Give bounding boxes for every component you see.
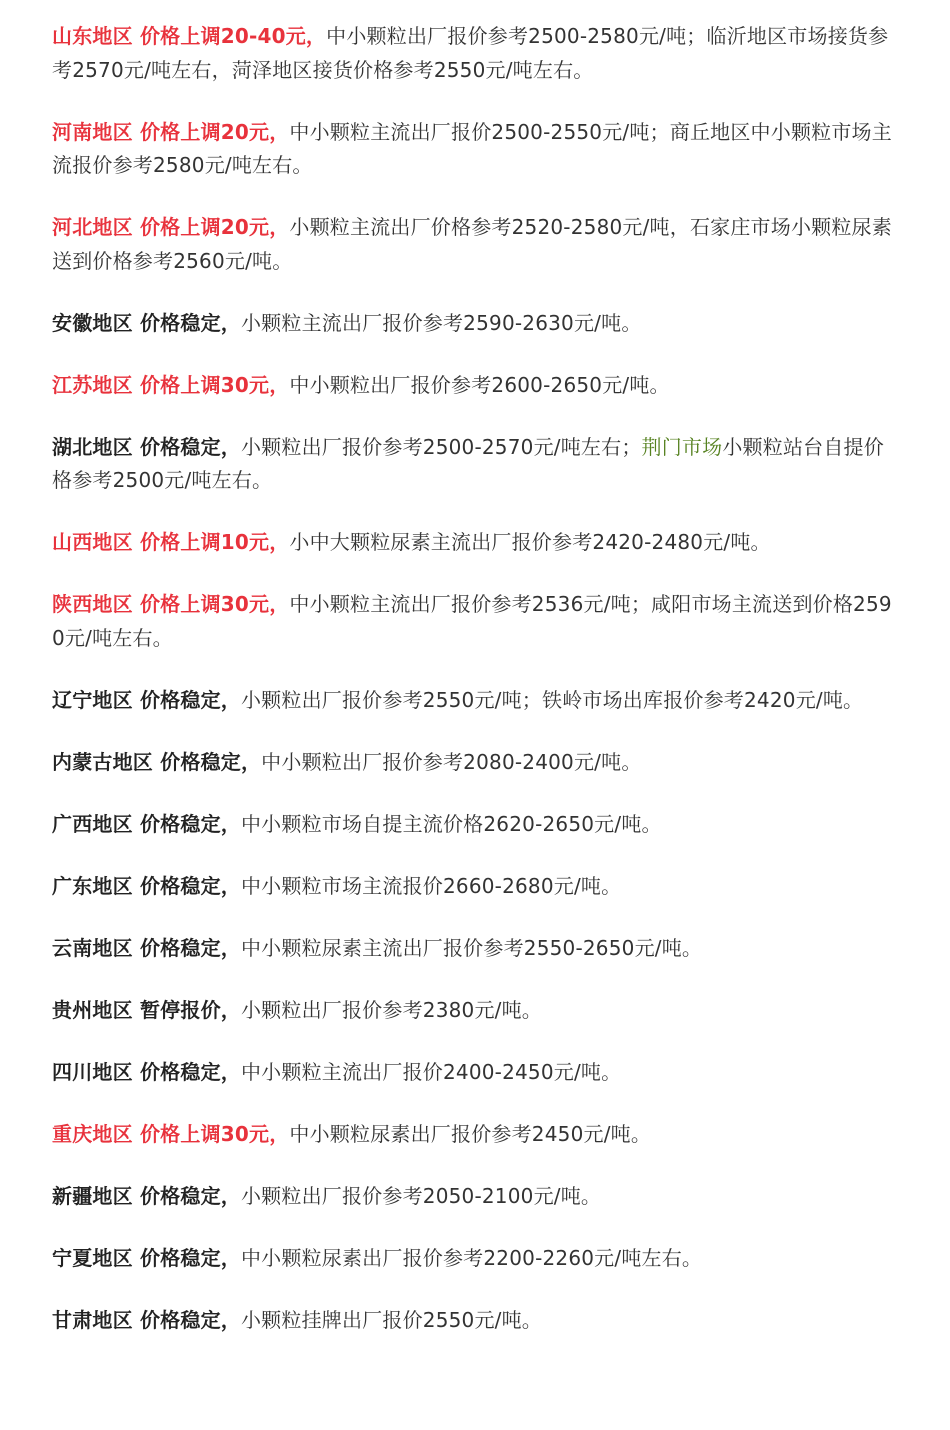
region-detail: 中小颗粒市场主流报价2660-2680元/吨。 (240, 873, 622, 898)
region-heading: 山东地区 价格上调20-40元， (52, 24, 327, 48)
region-paragraph-liaoning (52, 684, 898, 718)
region-paragraph-chongqing (52, 1118, 898, 1152)
jingmen-market-link[interactable]: 荆门市场 (641, 434, 723, 459)
region-heading: 贵州地区 暂停报价， (52, 997, 241, 1022)
region-paragraph-yunnan (52, 932, 898, 966)
region-detail: 小颗粒挂牌出厂报价2550元/吨。 (240, 1307, 543, 1332)
region-paragraph-xinjiang (52, 1180, 898, 1214)
region-paragraph-anhui (52, 307, 898, 341)
region-detail: 小颗粒出厂报价参考2500-2570元/吨左右； (240, 434, 642, 459)
region-heading: 云南地区 价格稳定， (52, 935, 241, 960)
region-paragraph-hubei (52, 431, 898, 498)
region-detail: 小颗粒主流出厂价格参考2520-2580元/吨，石家庄市场小颗粒尿素送到价格参考2560元/吨。 (52, 215, 892, 273)
region-detail: 小颗粒主流出厂报价参考2590-2630元/吨。 (240, 310, 642, 335)
region-heading: 江苏地区 价格上调30元， (52, 372, 290, 397)
region-detail: 中小颗粒出厂报价参考2500-2580元/吨；临沂地区市场接货参考2570元/吨左右，菏泽地区接货价格参考2550元/吨左右。 (52, 24, 889, 82)
region-heading: 湖北地区 价格稳定， (52, 434, 241, 459)
region-heading: 四川地区 价格稳定， (52, 1059, 241, 1084)
region-heading: 河北地区 价格上调20元， (52, 215, 290, 239)
region-heading: 重庆地区 价格上调30元， (52, 1121, 290, 1146)
region-paragraph-guangdong (52, 870, 898, 904)
region-detail: 小颗粒出厂报价参考2380元/吨。 (240, 997, 543, 1022)
region-heading: 内蒙古地区 价格稳定， (52, 749, 262, 774)
region-paragraph-gansu (52, 1304, 898, 1338)
region-paragraph-guizhou (52, 994, 898, 1028)
region-heading: 辽宁地区 价格稳定， (52, 687, 241, 712)
region-paragraph-shandong (52, 20, 898, 87)
region-detail: 中小颗粒出厂报价参考2600-2650元/吨。 (289, 372, 670, 397)
region-detail: 中小颗粒市场自提主流价格2620-2650元/吨。 (240, 811, 662, 836)
region-detail: 小颗粒出厂报价参考2550元/吨；铁岭市场出库报价参考2420元/吨。 (240, 687, 864, 712)
region-detail: 中小颗粒出厂报价参考2080-2400元/吨。 (261, 749, 642, 774)
region-detail: 小颗粒出厂报价参考2050-2100元/吨。 (240, 1183, 602, 1208)
region-paragraph-sichuan (52, 1056, 898, 1090)
region-paragraph-neimenggu (52, 746, 898, 780)
region-heading: 安徽地区 价格稳定， (52, 310, 241, 335)
region-detail: 中小颗粒主流出厂报价2500-2550元/吨；商丘地区中小颗粒市场主流报价参考2580元/吨左右。 (52, 119, 892, 177)
region-paragraph-guangxi (52, 808, 898, 842)
region-heading: 陕西地区 价格上调30元， (52, 592, 290, 616)
region-detail: 中小颗粒主流出厂报价参考2536元/吨；咸阳市场主流送到价格2590元/吨左右。 (52, 592, 892, 650)
region-detail: 小中大颗粒尿素主流出厂报价参考2420-2480元/吨。 (289, 530, 771, 554)
region-heading: 广西地区 价格稳定， (52, 811, 241, 836)
region-detail: 中小颗粒尿素出厂报价参考2200-2260元/吨左右。 (240, 1245, 703, 1270)
region-paragraph-ningxia (52, 1242, 898, 1276)
region-heading: 河南地区 价格上调20元， (52, 119, 290, 144)
region-heading: 宁夏地区 价格稳定， (52, 1245, 241, 1270)
region-heading: 甘肃地区 价格稳定， (52, 1307, 241, 1332)
region-paragraph-hebei (52, 211, 898, 278)
region-detail: 中小颗粒尿素出厂报价参考2450元/吨。 (289, 1121, 652, 1146)
region-paragraph-shaanxi (52, 588, 898, 655)
region-heading: 山西地区 价格上调10元， (52, 530, 290, 554)
region-detail: 中小颗粒尿素主流出厂报价参考2550-2650元/吨。 (240, 935, 703, 960)
region-detail: 中小颗粒主流出厂报价2400-2450元/吨。 (240, 1059, 622, 1084)
region-paragraph-henan (52, 116, 898, 183)
region-detail-tail: 小颗粒站台自提价格参考2500元/吨左右。 (52, 434, 884, 492)
region-heading: 广东地区 价格稳定， (52, 873, 241, 898)
region-heading: 新疆地区 价格稳定， (52, 1183, 241, 1208)
region-paragraph-jiangsu (52, 369, 898, 403)
region-paragraph-shanxi (52, 526, 898, 560)
